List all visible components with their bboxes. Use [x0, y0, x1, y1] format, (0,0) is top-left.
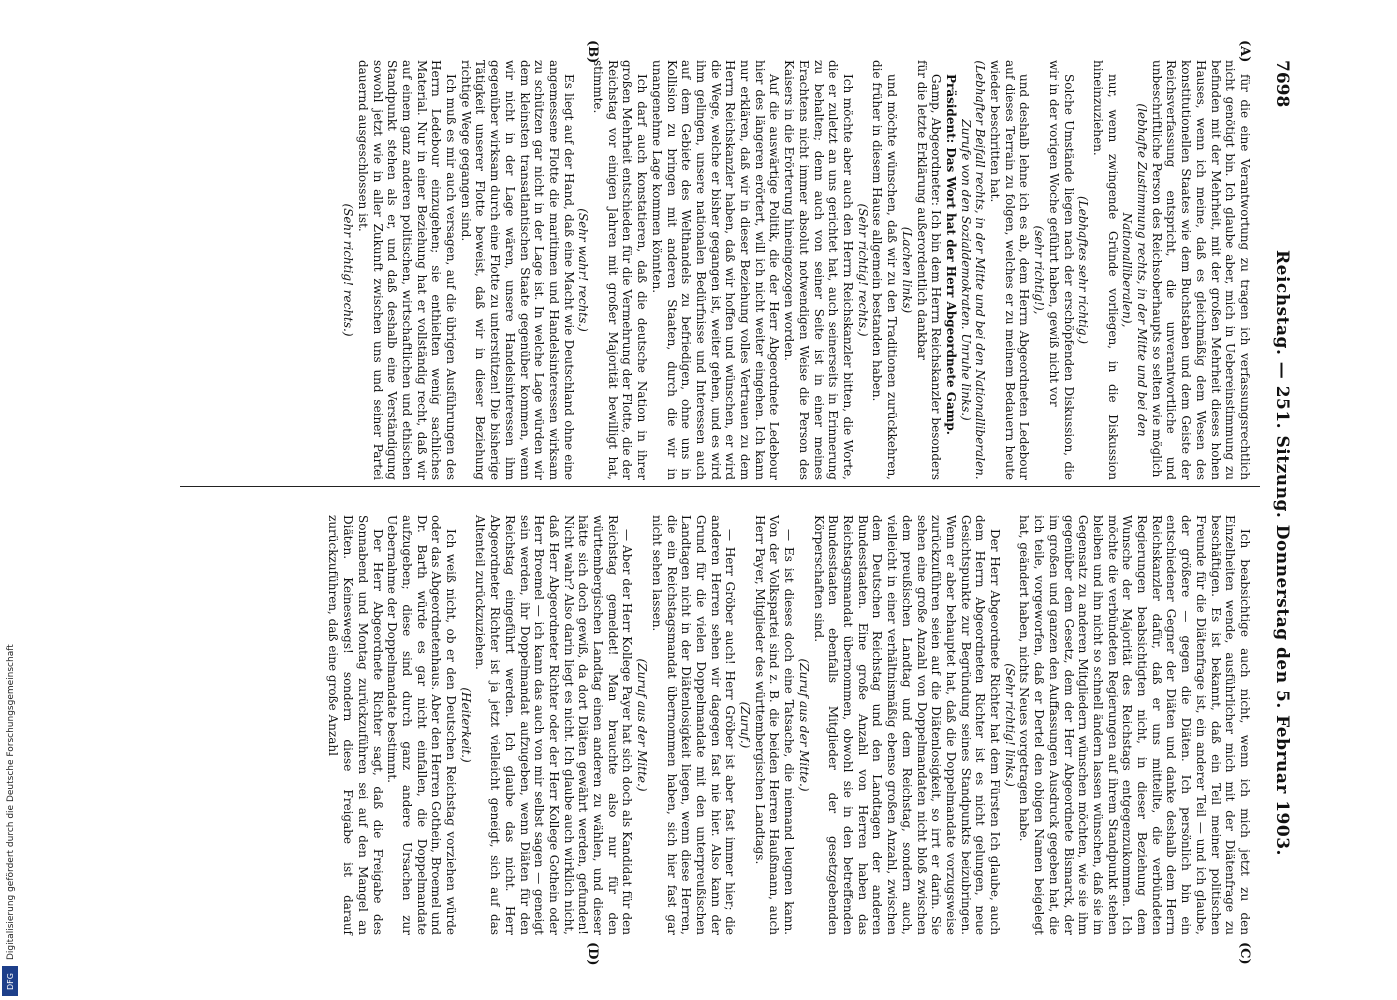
paragraph: Ich weiß nicht, ob er den Deutschen Reichstag vorziehen würde oder das Abgeordnetenhaus. Aber den Herren Gothein, Broemel und Dr. Barth würde es gar nicht einfallen, die Doppelmandate aufzugeben; diese sind durch ganz andere Ursachen zur Uebernahme der Doppelmandate bestimmt.	[385, 515, 459, 935]
interjection: (Zuruf aus der Mitte.)	[796, 658, 811, 792]
interjection: (lebhafte Zustimmung rechts, in der Mitte und bei den Nationalliberalen),	[1120, 103, 1150, 437]
paragraph: und möchte wünschen, daß wir zu den Traditionen zurückkehren, die früher in diesem Hause allgemein bestanden haben.	[870, 60, 900, 480]
column-divider	[180, 486, 1260, 487]
dfg-logo	[2, 966, 18, 996]
interjection: (Heiterkeit.)	[458, 687, 473, 763]
paragraph: Es liegt auf der Hand, daß eine Macht wie Deutschland ohne eine angemessene Flotte die maritimen und Handelsinteressen wirksam zu schützen gar nicht in der Lage ist. In welche Lage würden wir dem kleinsten transatlantischen Staate gegenüber kommen, wenn wir nicht in der Lage wären, unsere Handelsinteressen ihm gegenüber wirksam durch eine Flotte zu unterstützen! Die bisherige Tätigkeit unserer Flotte beweist, daß wir in dieser Beziehung richtige Wege gegangen sind.	[458, 60, 576, 480]
interjection: (Lachen links)	[899, 226, 914, 314]
interjection: (Zuruf aus der Mitte.)	[635, 658, 650, 792]
margin-marker-c: (C)	[1237, 942, 1252, 965]
interjection: (Zuruf.)	[738, 701, 753, 749]
paragraph: Der Herr Abgeordnete Richter hat dem Fürsten Ich glaube, auch dem Herrn Abgeordneten Richter ist es nicht gelungen, neue Gesichtspunkte zur Begründung seines Standpunkts beizubringen. Wenn er aber behauptet hat, daß die Doppelmandate vorzugsweise zurückzuführen seien auf die Diätenlosigkeit, so irrt er darin. Sie sehen eine große Anzahl von Doppelmandaten nicht bloß zwischen dem preußischen Landtag und dem Reichstag, sondern auch, vielleicht in einer verhältnismäßig ebenso großen Anzahl, zwischen dem Deutschen Reichstag und den Landtagen der anderen Bundesstaaten. Eine große Anzahl von Herren haben das Reichstagsmandat übernommen, obwohl sie in den betreffenden Bundesstaaten ebenfalls Mitglieder der gesetzgebenden Körperschaften sind.	[811, 515, 1003, 935]
interjection: (Sehr richtig! rechts.)	[341, 203, 356, 337]
paragraph: nur, wenn zwingende Gründe vorliegen, in die Diskussion hineinzuziehen.	[1090, 60, 1120, 480]
margin-marker-a: (A)	[1237, 40, 1252, 63]
paragraph: Solche Umstände liegen nach der erschöpfenden Diskussion, die wir in der vorigen Woche geführt haben, gewiß nicht vor	[1046, 60, 1076, 480]
dfg-logo-text: DFG	[5, 972, 15, 990]
interjection: (Lebhaftes sehr richtig.)	[1076, 195, 1091, 345]
digitization-footer	[0, 0, 22, 1000]
running-header	[1260, 60, 1300, 940]
right-text-column	[182, 515, 1252, 935]
paragraph: Präsident: Das Wort hat der Herr Abgeordnete Gamp.	[943, 74, 958, 435]
footer-credit: Digitalisierung gefördert durch die Deutsche Forschungsgemeinschaft	[6, 644, 16, 960]
paragraph: Auf die auswärtige Politik, die der Herr Abgeordnete Ledebour hier des längeren erörtert, will ich nicht weiter eingehen. Ich kann nur erklären, daß wir in dieser Beziehung volles Vertrauen zu dem Herrn Reichskanzler haben, daß wir hoffen und wünschen, er wird die Wege, welche er bisher gegangen ist, weiter gehen, und es wird ihm gelingen, unsere nationalen Bedürfnisse und Interessen auch auf dem Gebiete des Welthandels zu befriedigen, ohne uns in Kollision zu bringen mit anderen Staaten, durch die wir in unangenehme Lage kommen könnten.	[649, 60, 782, 480]
interjection: (Sehr richtig! rechts.)	[855, 203, 870, 337]
left-text-column	[182, 60, 1252, 480]
paragraph: Ich möchte aber auch den Herrn Reichskanzler bitten, die Worte, die er zuletzt an uns gerichtet hat, auch seinerseits in Erinnerung zu behalten; denn auch von seiner Seite ist in einer meines Erachtens nicht immer absolut notwendigen Weise die Person des Kaisers in die Erörterung hineingezogen worden.	[782, 60, 856, 480]
paragraph: für die eine Verantwortung zu tragen ich verfassungsrechtlich nicht genötigt bin. Ich glaube aber, mich in Uebereinstimmung zu befinden mit der Mehrheit, mit der großen Mehrheit dieses hohen Hauses, wenn ich meine, daß es gleichmäßig dem Wesen des konstitutionellen Staates wie dem Buchstaben und dem Geiste der Reichsverfassung entspricht, die unverantwortliche und unbeschriftliche Person des Reichsoberhaupts so selten wie möglich	[1149, 60, 1252, 480]
margin-marker-d: (D)	[585, 942, 600, 966]
interjection: (Lebhafter Beifall rechts, in der Mitte und bei den Nationalliberalen. Zurufe von den Sozialdemokraten. Unruhe links.)	[958, 60, 988, 480]
interjection: (Sehr richtig! links.)	[1002, 663, 1017, 787]
paragraph: Ich beabsichtige auch nicht, wenn ich mich jetzt zu den Einzelheiten wende, ausführlicher mich mit der Diätenfrage zu beschäftigen. Es ist bekannt, daß ein Teil meiner politischen Freunde für die Diätenfrage ist, ein anderer Teil — und ich glaube, der größere — gegen die Diäten. Ich persönlich bin ein entschiedener Gegner der Diäten und danke deshalb dem Herrn Reichskanzler dafür, daß er uns mitteilte, die verbündeten Regierungen beabsichtigten nicht, in dieser Beziehung dem Wunsche der Majorität des Reichstags entgegenzukommen. Ich möchte die verbündeten Regierungen auf ihrem Standpunkt stehen bleiben und ihn nicht so schnell ändern lassen wünschen, daß sie im Gegensatz zu anderen Mitgliedern wünschen möchten, wie sie ihm gegenüber dem Gesetz, dem der Herr Abgeordnete Bismarck, der im großen und ganzen den Auffassungen Ausdruck gegeben hat, die ich teile, vorgeworfen, daß er Dertel den obigen Namen beigelegt hat, geändert haben, nichts Neues vorgetragen habe.	[1017, 515, 1252, 935]
rotated-scan-content	[60, 0, 1300, 966]
paragraph: — Herr Gröber auch! Herr Gröber ist aber fast immer hier; die anderen Herren sehen wir dagegen fast nie hier. Also kann der Grund für die vielen Doppelmandate mit den unterpreußischen Landtagen nicht in der Diätenlosigkeit liegen, wenn diese Herren, die ein Reichstagsmandat übernommen haben, sich hier fast gar nicht sehen lassen.	[649, 515, 738, 935]
paragraph: — Es ist dieses doch eine Tatsache, die niemand leugnen kann. Von der Volkspartei sind z. B. die beiden Herren Haußmann, auch Herr Payer, Mitglieder des württembergischen Landtags.	[752, 515, 797, 935]
paragraph: Ich muß es mir auch versagen, auf die übrigen Ausführungen des Herrn Ledebour einzugehen; sie enthielten wenig sachliches Material. Nur in einer Beziehung hat er vollständig recht, daß wir auf einem ganz anderen politischen, wirtschaftlichen und ethischen Standpunkt stehen als er, und daß deshalb eine Verständigung sowohl jetzt wie in aller Zukunft zwischen uns und seiner Partei dauernd ausgeschlossen ist.	[355, 60, 459, 480]
interjection: (sehr richtig!),	[1032, 225, 1047, 315]
paragraph: und deshalb lehne ich es ab, dem Herrn Abgeordneten Ledebour auf dieses Terrain zu folgen, welches er zu meinem Bedauern heute wieder beschritten hat.	[988, 60, 1032, 480]
page-number: 7698	[1272, 60, 1292, 108]
paragraph: Ich darf auch konstatieren, daß die deutsche Nation in ihrer großen Mehrheit entschieden für die Vermehrung der Flotte, die der Reichstag vor einigen Jahren mit großer Majorität bewilligt hat, stimmte.	[591, 60, 650, 480]
header-title: Reichstag. — 251. Sitzung. Donnerstag den 5. Februar 1903.	[1272, 250, 1292, 856]
interjection: (Sehr wahr! rechts.)	[576, 208, 591, 332]
paragraph: — Aber der Herr Kollege Payer hat sich doch als Kandidat für den Reichstag gemeldet! Man brauchte also nur für den württembergischen Landtag einen anderen zu wählen, und dieser hätte sich doch gewiß, da dort Diäten gewährt werden, gefunden! Nicht wahr? Also darin liegt es nicht. Ich glaube auch wirklich nicht, daß Herr Abgeordneter Richter oder der Herr Kollege Gothein oder Herr Broemel — ich kann das auch von mir selbst sagen — geneigt sein werden, ihr Doppelmandat aufzugeben, wenn Diäten für den Reichstag eingeführt werden. Ich glaube das nicht. Herr Abgeordneter Richter ist ja jetzt vielleicht geneigt, sich auf das Altenteil zurückzuziehen.	[473, 515, 635, 935]
paragraph: Der Herr Abgeordnete Richter sagt, daß die Freigabe des Sonnabend und Montag zurückzuführen sei auf den Mangel an Diäten. Keineswegs! sondern diese Freigabe ist darauf zurückzuführen, daß eine große Anzahl	[326, 515, 385, 935]
paragraph: Gamp, Abgeordneter: Ich bin dem Herrn Reichskanzler besonders für die letzte Erklärung außerordentlich dankbar	[914, 60, 944, 480]
margin-marker-b: (B)	[585, 40, 600, 64]
